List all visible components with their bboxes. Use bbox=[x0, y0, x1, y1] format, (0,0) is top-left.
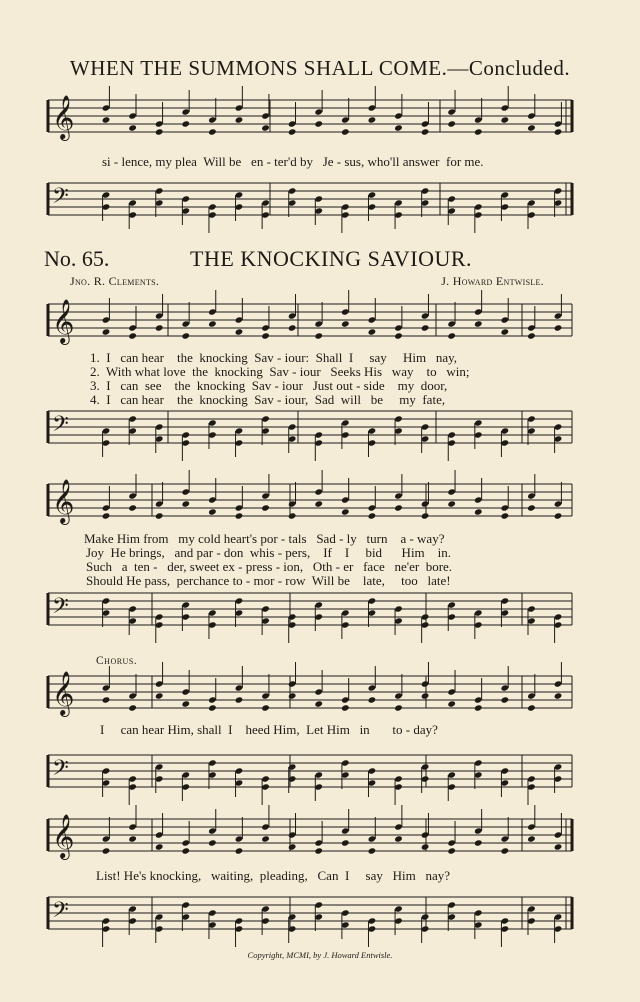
hymn-number: No. 65. bbox=[44, 246, 110, 271]
music-credit: J. Howard Entwisle. bbox=[441, 274, 544, 288]
note-head bbox=[447, 700, 456, 707]
treble-clef-icon: 𝄞 bbox=[52, 814, 75, 858]
note-head bbox=[341, 839, 350, 846]
note-head bbox=[208, 704, 217, 711]
chorus-label: Chorus. bbox=[96, 655, 138, 667]
note-head bbox=[102, 847, 111, 854]
note-head bbox=[394, 704, 403, 711]
note-head bbox=[501, 116, 510, 123]
note-head bbox=[421, 692, 430, 699]
note-head bbox=[102, 328, 111, 335]
note-head bbox=[181, 847, 190, 854]
note-head bbox=[527, 704, 536, 711]
note-head bbox=[208, 508, 217, 515]
note-head bbox=[314, 332, 323, 339]
words-credit: Jno. R. Clements. bbox=[70, 274, 160, 288]
note-head bbox=[288, 512, 297, 519]
note-head bbox=[235, 847, 244, 854]
bass-clef-icon: 𝄢 bbox=[52, 412, 69, 442]
verse-2-line-1: 2. With what love the knocking Sav - iour Seeks His way to win; bbox=[90, 364, 470, 379]
note-head bbox=[181, 500, 190, 507]
continued-title: WHEN THE SUMMONS SHALL COME.—Concluded. bbox=[69, 56, 571, 80]
note-head bbox=[474, 320, 483, 327]
verse-4-line-2: Should He pass, perchance to - mor - row Will be late, too late! bbox=[86, 573, 451, 588]
note-head bbox=[501, 512, 510, 519]
hymn-title: THE KNOCKING SAVIOUR. bbox=[190, 246, 473, 271]
note-head bbox=[314, 500, 323, 507]
note-head bbox=[368, 847, 377, 854]
note-head bbox=[155, 512, 164, 519]
note-head bbox=[501, 696, 510, 703]
note-head bbox=[554, 324, 563, 331]
note-head bbox=[181, 700, 190, 707]
note-head bbox=[474, 839, 483, 846]
note-head bbox=[554, 128, 563, 135]
chorus-line-2: List! He's knocking, waiting, pleading, Can I say Him nay? bbox=[96, 868, 451, 883]
note-head bbox=[527, 124, 536, 131]
note-head bbox=[394, 504, 403, 511]
copyright-notice: Copyright, MCMI, by J. Howard Entwisle. bbox=[247, 950, 393, 960]
note-head bbox=[341, 508, 350, 515]
note-head bbox=[421, 324, 430, 331]
note-head bbox=[341, 128, 350, 135]
note-head bbox=[128, 704, 137, 711]
note-head bbox=[394, 332, 403, 339]
bass-clef-icon: 𝄢 bbox=[52, 898, 69, 928]
verse-3-line-2: Such a ten - der, sweet ex - press - ion, Oth - er face ne'er bore. bbox=[86, 559, 453, 574]
note-head bbox=[314, 120, 323, 127]
note-head bbox=[128, 332, 137, 339]
verse-4-line-1: 4. I can hear the knocking Sav - iour, Sad will be my fate, bbox=[90, 392, 446, 407]
note-head bbox=[447, 847, 456, 854]
note-head bbox=[155, 692, 164, 699]
note-head bbox=[102, 512, 111, 519]
treble-clef-icon: 𝄞 bbox=[52, 95, 75, 139]
note-head bbox=[474, 128, 483, 135]
chorus-line-1: I can hear Him, shall I heed Him, Let Him in to - day? bbox=[100, 722, 438, 737]
note-head bbox=[208, 128, 217, 135]
note-head bbox=[368, 512, 377, 519]
note-head bbox=[421, 512, 430, 519]
bass-clef-icon: 𝄢 bbox=[52, 594, 69, 624]
note-head bbox=[261, 504, 270, 511]
note-head bbox=[421, 128, 430, 135]
treble-clef-icon: 𝄞 bbox=[52, 479, 75, 523]
note-head bbox=[102, 696, 111, 703]
note-head bbox=[554, 692, 563, 699]
note-head bbox=[341, 320, 350, 327]
note-head bbox=[421, 843, 430, 850]
note-head bbox=[261, 332, 270, 339]
note-head bbox=[128, 835, 137, 842]
note-head bbox=[527, 504, 536, 511]
bass-clef-icon: 𝄢 bbox=[52, 756, 69, 786]
note-head bbox=[235, 116, 244, 123]
verse-3-line-1: 3. I can see the knocking Sav - iour Just out - side my door, bbox=[90, 378, 448, 393]
note-head bbox=[501, 328, 510, 335]
note-head bbox=[261, 704, 270, 711]
note-head bbox=[554, 512, 563, 519]
note-head bbox=[447, 120, 456, 127]
note-head bbox=[474, 704, 483, 711]
note-head bbox=[128, 124, 137, 131]
note-head bbox=[181, 332, 190, 339]
note-head bbox=[341, 704, 350, 711]
note-head bbox=[314, 847, 323, 854]
note-head bbox=[208, 320, 217, 327]
verse-1-line-1: 1. I can hear the knocking Sav - iour: Shall I say Him nay, bbox=[90, 350, 458, 365]
verse-1-line-2: Make Him from my cold heart's por - tals Sad - ly turn a - way? bbox=[84, 531, 445, 546]
note-head bbox=[394, 835, 403, 842]
note-head bbox=[181, 120, 190, 127]
note-head bbox=[368, 116, 377, 123]
note-head bbox=[128, 504, 137, 511]
note-head bbox=[102, 116, 111, 123]
treble-clef-icon: 𝄞 bbox=[52, 299, 75, 343]
note-head bbox=[474, 508, 483, 515]
treble-clef-icon: 𝄞 bbox=[52, 671, 75, 715]
continued-lyric-line: si - lence, my plea Will be en - ter'd by Je - sus, who'll answer for me. bbox=[102, 154, 484, 169]
note-head bbox=[261, 835, 270, 842]
note-head bbox=[288, 692, 297, 699]
bass-clef-icon: 𝄢 bbox=[52, 184, 69, 214]
note-head bbox=[527, 332, 536, 339]
verse-2-line-2: Joy He brings, and par - don whis - pers, If I bid Him in. bbox=[86, 545, 452, 560]
note-head bbox=[155, 324, 164, 331]
note-head bbox=[447, 332, 456, 339]
note-head bbox=[155, 843, 164, 850]
note-head bbox=[501, 847, 510, 854]
note-head bbox=[394, 124, 403, 131]
note-head bbox=[261, 124, 270, 131]
note-head bbox=[288, 843, 297, 850]
note-head bbox=[235, 328, 244, 335]
note-head bbox=[235, 512, 244, 519]
note-head bbox=[314, 700, 323, 707]
note-head bbox=[447, 500, 456, 507]
note-head bbox=[368, 696, 377, 703]
note-head bbox=[235, 696, 244, 703]
note-head bbox=[288, 128, 297, 135]
note-head bbox=[155, 128, 164, 135]
note-head bbox=[527, 835, 536, 842]
note-head bbox=[288, 324, 297, 331]
note-head bbox=[554, 843, 563, 850]
note-head bbox=[208, 839, 217, 846]
note-head bbox=[368, 328, 377, 335]
